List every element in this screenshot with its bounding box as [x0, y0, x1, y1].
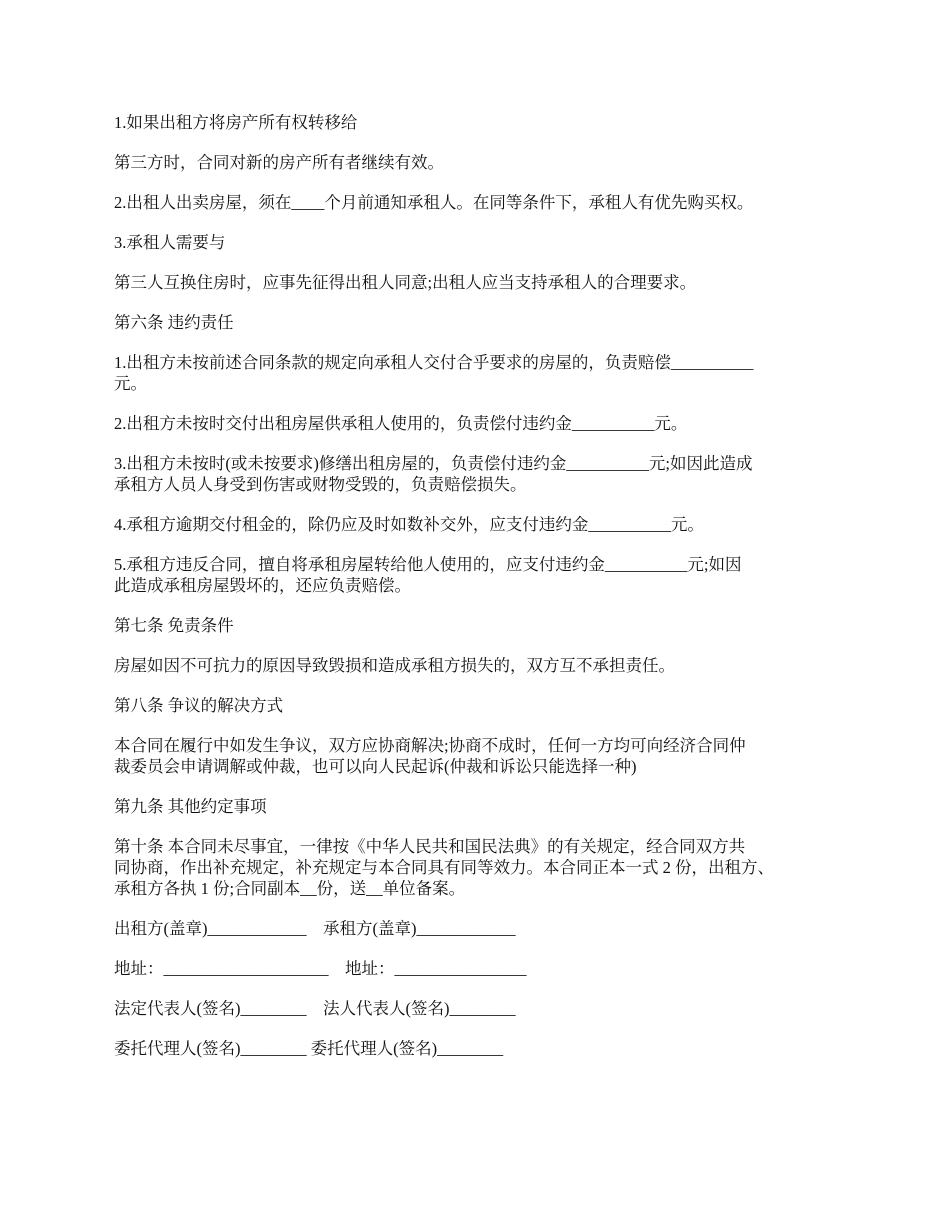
liability-item-5: 5.承租方违反合同，擅自将承租房屋转给他人使用的，应支付违约金__________元;如因 此造成承租房屋毁坏的，还应负责赔偿。	[114, 555, 742, 595]
section-heading-exemption: 第七条 免责条件	[114, 616, 234, 635]
signature-row-legal-rep: 法定代表人(签名)________ 法人代表人(签名)________	[114, 999, 516, 1018]
signature-row-agent: 委托代理人(签名)________ 委托代理人(签名)________	[114, 1039, 504, 1058]
liability-item-2: 2.出租方未按时交付出租房屋供承租人使用的，负责偿付违约金__________元。	[114, 414, 688, 433]
dispute-text: 本合同在履行中如发生争议，双方应协商解决;协商不成时，任何一方均可向经济合同仲 裁委员会申请调解或仲裁，也可以向人民起诉(仲裁和诉讼只能选择一种)	[114, 736, 746, 776]
liability-item-1: 1.出租方未按前述合同条款的规定向承租人交付合乎要求的房屋的，负责赔偿__________ 元。	[114, 353, 754, 393]
contract-page	[114, 112, 844, 1078]
section-heading-other: 第九条 其他约定事项	[114, 797, 267, 816]
clause-transfer-ownership: 1.如果出租方将房产所有权转移给	[114, 113, 358, 132]
section-heading-liability: 第六条 违约责任	[114, 313, 234, 332]
clause-transfer-ownership-cont: 第三方时，合同对新的房产所有者继续有效。	[114, 153, 444, 172]
clause-sale-notice: 2.出租人出卖房屋，须在____个月前通知承租人。在同等条件下，承租人有优先购买权。	[114, 193, 754, 212]
signature-row-address: 地址：____________________ 地址：________________	[114, 959, 527, 978]
clause-ten-text: 第十条 本合同未尽事宜，一律按《中华人民共和国民法典》的有关规定，经合同双方共 同协商，作出补充规定，补充规定与本合同具有同等效力。本合同正本一式 2 份，出租方、 承租方各执 1 份;合同副本__份，送__单位备案。	[114, 837, 774, 898]
clause-housing-exchange-cont: 第三人互换住房时，应事先征得出租人同意;出租人应当支持承租人的合理要求。	[114, 273, 697, 292]
liability-item-3: 3.出租方未按时(或未按要求)修缮出租房屋的，负责偿付违约金__________元;如因此造成 承租方人员人身受到伤害或财物受毁的，负责赔偿损失。	[114, 454, 753, 494]
signature-block	[114, 918, 844, 1059]
liability-item-4: 4.承租方逾期交付租金的，除仍应及时如数补交外，应支付违约金__________元。	[114, 515, 704, 534]
section-heading-dispute: 第八条 争议的解决方式	[114, 696, 284, 715]
exemption-text: 房屋如因不可抗力的原因导致毁损和造成承租方损失的，双方互不承担责任。	[114, 656, 675, 675]
signature-row-seal: 出租方(盖章)____________ 承租方(盖章)____________	[114, 919, 516, 938]
clause-housing-exchange: 3.承租人需要与	[114, 233, 226, 252]
